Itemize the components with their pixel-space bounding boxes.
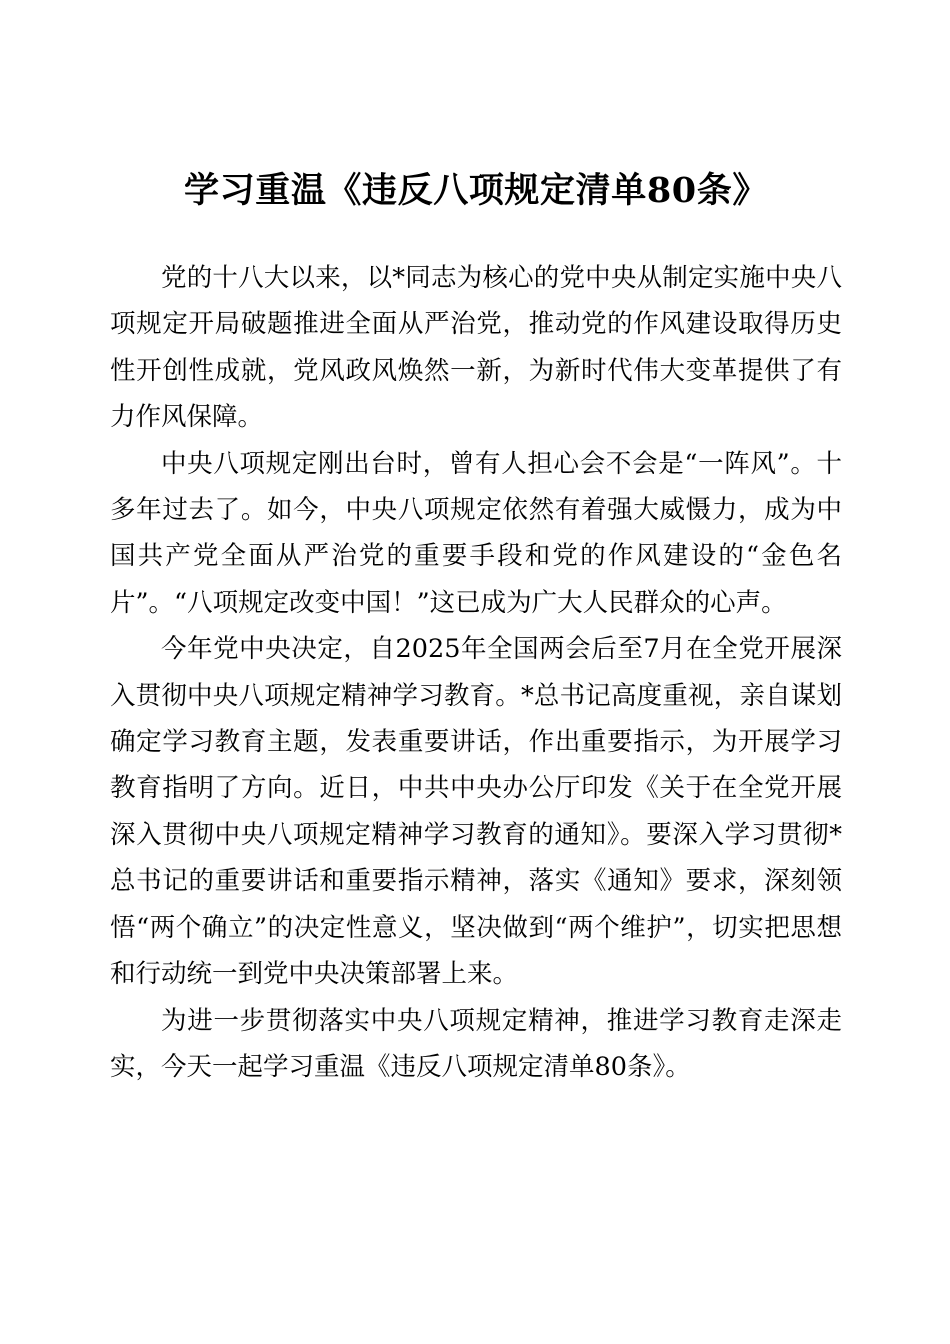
body-paragraph-4: 为进一步贯彻落实中央八项规定精神，推进学习教育走深走实，今天一起学习重温《违反八项规定清单80条》。 bbox=[110, 1005, 842, 1082]
body-paragraph-2: 中央八项规定刚出台时，曾有人担心会不会是“一阵风”。十多年过去了。如今，中央八项规定依然有着强大威慑力，成为中国共产党全面从严治党的重要手段和党的作风建设的“金色名片”。“八项规定改变中国！”这已成为广大人民群众的心声。 bbox=[110, 448, 842, 618]
body-paragraph-3: 今年党中央决定，自2025年全国两会后至7月在全党开展深入贯彻中央八项规定精神学习教育。*总书记高度重视，亲自谋划确定学习教育主题，发表重要讲话，作出重要指示，为开展学习教育指明了方向。近日，中共中央办公厅印发《关于在全党开展深入贯彻中央八项规定精神学习教育的通知》。要深入学习贯彻*总书记的重要讲话和重要指示精神，落实《通知》要求，深刻领悟“两个确立”的决定性意义，坚决做到“两个维护”，切实把思想和行动统一到党中央决策部署上来。 bbox=[110, 634, 842, 990]
body-paragraph-1: 党的十八大以来，以*同志为核心的党中央从制定实施中央八项规定开局破题推进全面从严治党，推动党的作风建设取得历史性开创性成就，党风政风焕然一新，为新时代伟大变革提供了有力作风保障。 bbox=[110, 263, 842, 433]
paragraph-list bbox=[110, 255, 842, 1090]
page-title: 学习重温《违反八项规定清单80条》 bbox=[184, 170, 768, 211]
